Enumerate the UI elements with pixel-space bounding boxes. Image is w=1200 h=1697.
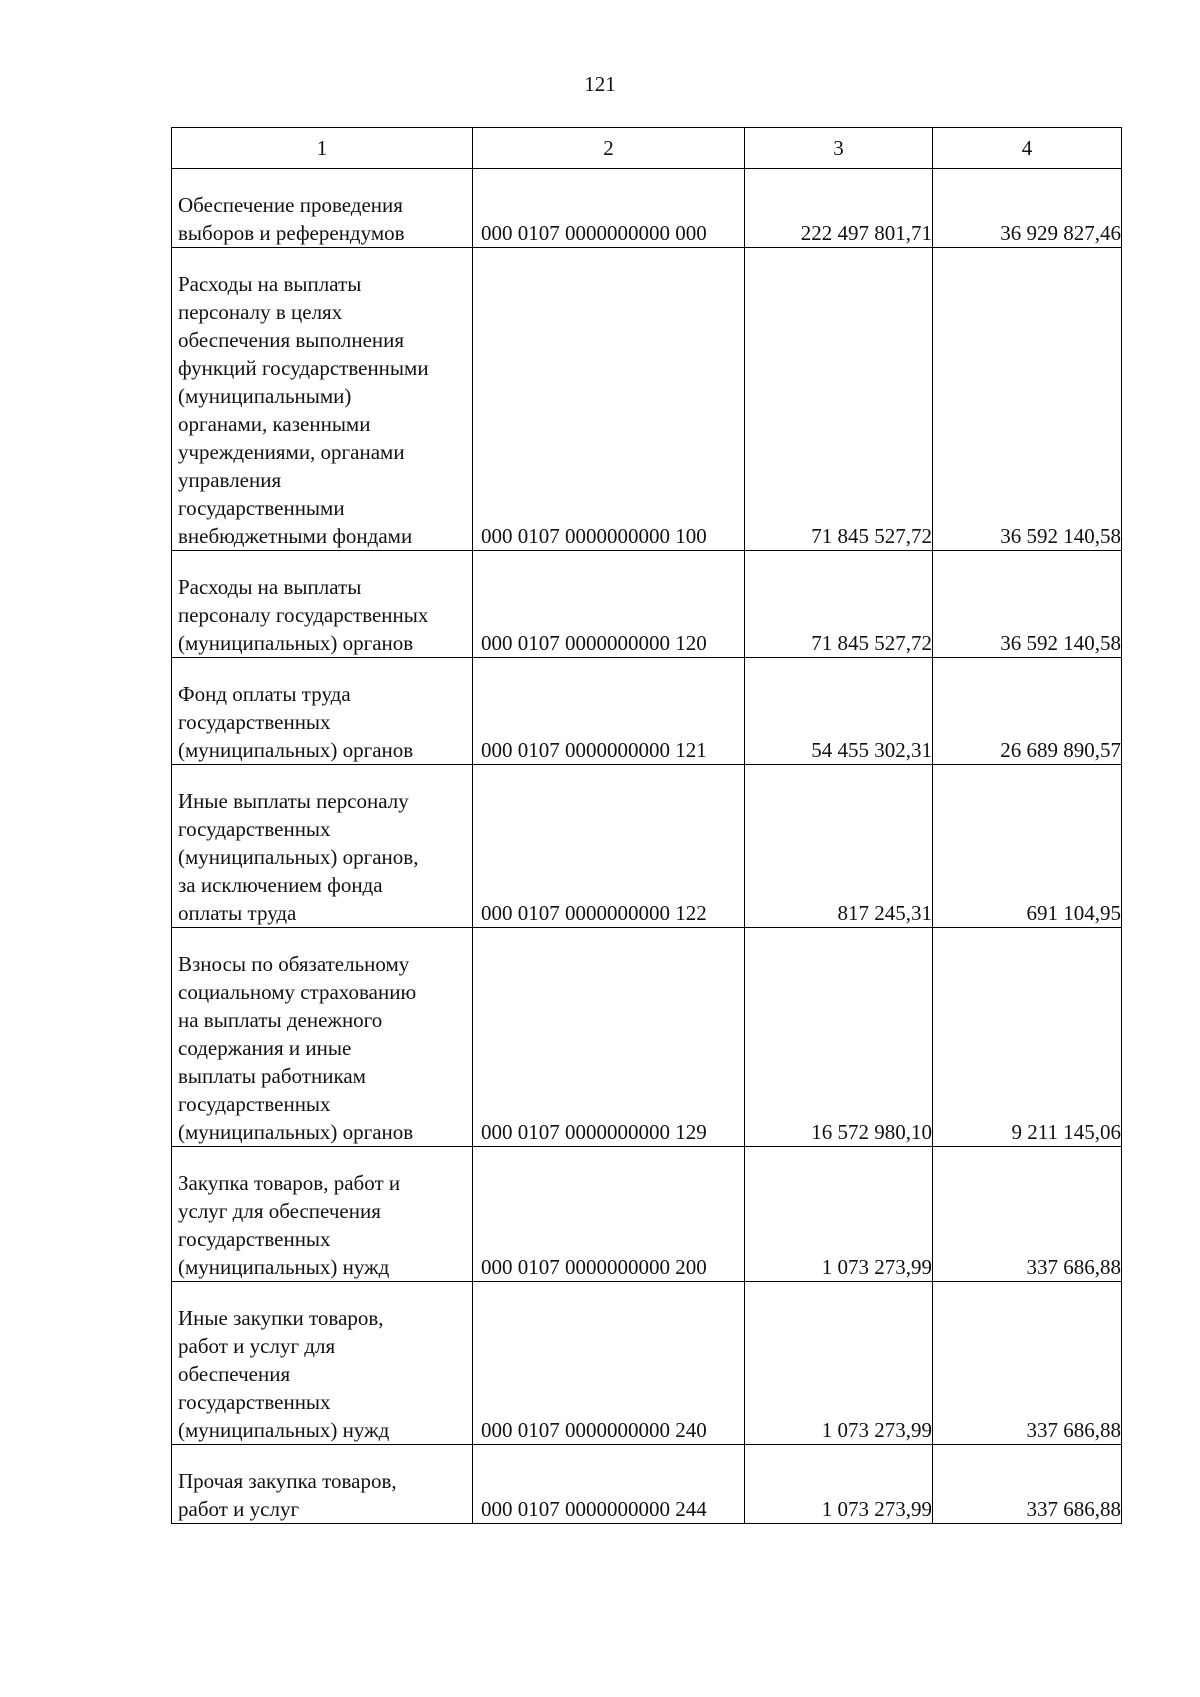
row-name-cell bbox=[172, 928, 473, 1147]
page-number: 121 bbox=[584, 72, 616, 96]
header-col-1: 1 bbox=[172, 128, 473, 169]
row-name: Прочая закупка товаров, работ и услуг bbox=[178, 1469, 397, 1521]
table-row bbox=[172, 248, 1122, 551]
row-col4-value: 36 592 140,58 bbox=[933, 551, 1122, 658]
row-col4-value: 337 686,88 bbox=[933, 1445, 1122, 1524]
row-col3-value: 1 073 273,99 bbox=[745, 1445, 933, 1524]
row-code: 000 0107 0000000000 240 bbox=[473, 1282, 745, 1445]
row-col3-value: 16 572 980,10 bbox=[745, 928, 933, 1147]
row-name: Иные закупки товаров, работ и услуг для обеспечения государственных (муниципальных) нужд bbox=[178, 1306, 390, 1442]
row-col3-value: 1 073 273,99 bbox=[745, 1147, 933, 1282]
header-col-2: 2 bbox=[473, 128, 745, 169]
row-col4-value: 36 592 140,58 bbox=[933, 248, 1122, 551]
budget-table bbox=[171, 127, 1122, 1524]
row-name-cell bbox=[172, 248, 473, 551]
row-col4-value: 9 211 145,06 bbox=[933, 928, 1122, 1147]
table-row bbox=[172, 1147, 1122, 1282]
row-name: Фонд оплаты труда государственных (муниципальных) органов bbox=[178, 682, 414, 762]
row-name-cell bbox=[172, 1282, 473, 1445]
row-col3-value: 222 497 801,71 bbox=[745, 169, 933, 248]
row-col4-value: 26 689 890,57 bbox=[933, 658, 1122, 765]
row-name-cell bbox=[172, 169, 473, 248]
row-name: Расходы на выплаты персоналу государственных (муниципальных) органов bbox=[178, 575, 429, 655]
row-code: 000 0107 0000000000 129 bbox=[473, 928, 745, 1147]
header-col-4: 4 bbox=[933, 128, 1122, 169]
row-code: 000 0107 0000000000 100 bbox=[473, 248, 745, 551]
row-col4-value: 691 104,95 bbox=[933, 765, 1122, 928]
header-col-3: 3 bbox=[745, 128, 933, 169]
row-name: Иные выплаты персоналу государственных (муниципальных) органов, за исключением фонда оплаты труда bbox=[178, 789, 419, 925]
row-name-cell bbox=[172, 765, 473, 928]
row-code: 000 0107 0000000000 200 bbox=[473, 1147, 745, 1282]
table-row bbox=[172, 658, 1122, 765]
row-col3-value: 71 845 527,72 bbox=[745, 551, 933, 658]
row-code: 000 0107 0000000000 000 bbox=[473, 169, 745, 248]
row-name: Обеспечение проведения выборов и референдумов bbox=[178, 193, 405, 245]
row-code: 000 0107 0000000000 121 bbox=[473, 658, 745, 765]
row-col3-value: 71 845 527,72 bbox=[745, 248, 933, 551]
table-row bbox=[172, 169, 1122, 248]
row-col3-value: 817 245,31 bbox=[745, 765, 933, 928]
row-name-cell bbox=[172, 551, 473, 658]
row-name-cell bbox=[172, 1445, 473, 1524]
row-col3-value: 1 073 273,99 bbox=[745, 1282, 933, 1445]
row-name: Закупка товаров, работ и услуг для обеспечения государственных (муниципальных) нужд bbox=[178, 1171, 401, 1279]
row-name-cell bbox=[172, 1147, 473, 1282]
row-code: 000 0107 0000000000 122 bbox=[473, 765, 745, 928]
row-code: 000 0107 0000000000 120 bbox=[473, 551, 745, 658]
table-row bbox=[172, 928, 1122, 1147]
row-code: 000 0107 0000000000 244 bbox=[473, 1445, 745, 1524]
table-row bbox=[172, 1282, 1122, 1445]
row-name: Взносы по обязательному социальному страхованию на выплаты денежного содержания и иные выплаты работникам государственных (муниципальных) органов bbox=[178, 952, 417, 1144]
table-row bbox=[172, 1445, 1122, 1524]
row-name: Расходы на выплаты персоналу в целях обеспечения выполнения функций государственными (муниципальными) органами, казенными учреждениями, органами управления государственными внебюджетными фондами bbox=[178, 272, 429, 548]
row-col4-value: 337 686,88 bbox=[933, 1147, 1122, 1282]
row-name-cell bbox=[172, 658, 473, 765]
table-row bbox=[172, 551, 1122, 658]
table-row bbox=[172, 765, 1122, 928]
row-col4-value: 337 686,88 bbox=[933, 1282, 1122, 1445]
table-header-row bbox=[172, 128, 1122, 169]
row-col3-value: 54 455 302,31 bbox=[745, 658, 933, 765]
row-col4-value: 36 929 827,46 bbox=[933, 169, 1122, 248]
